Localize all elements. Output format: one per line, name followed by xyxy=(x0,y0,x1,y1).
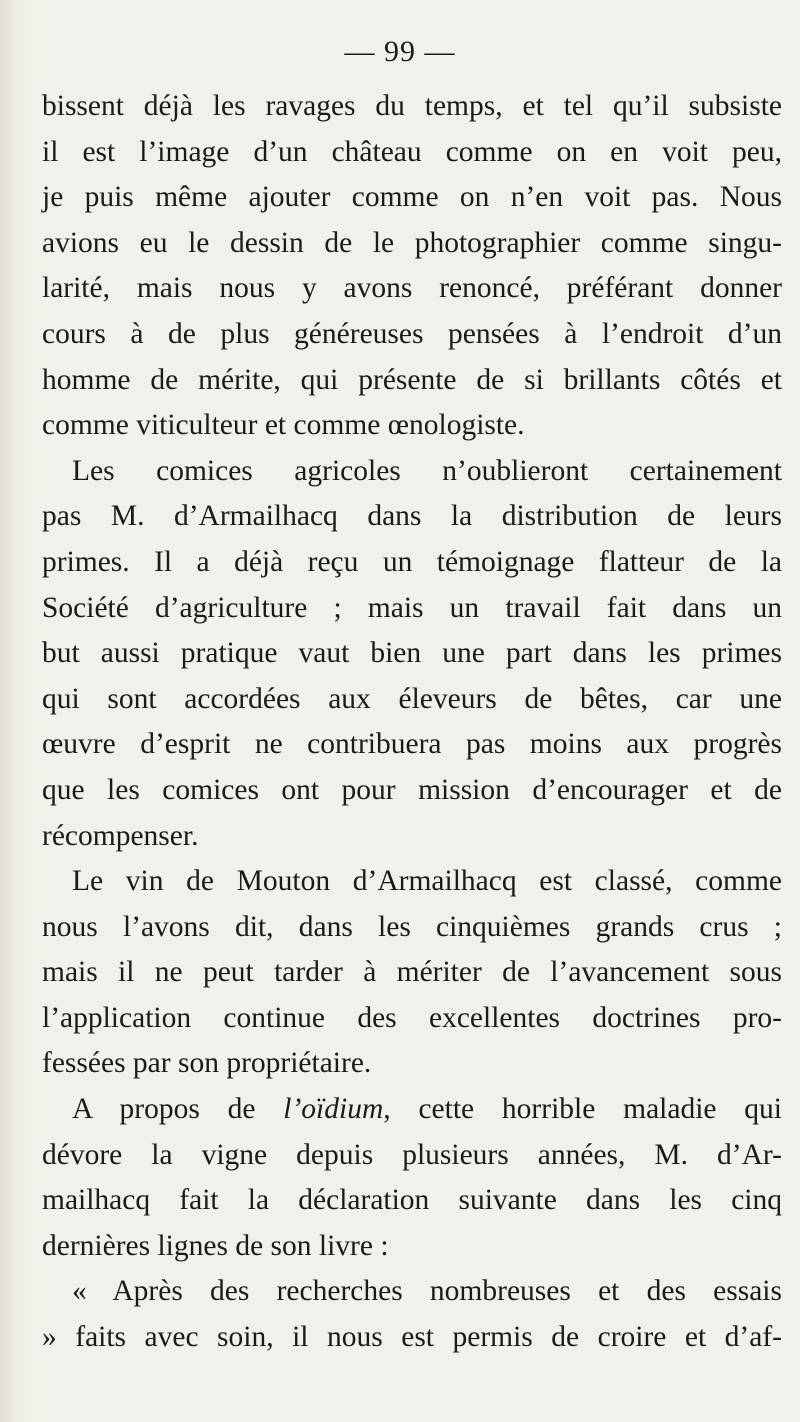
text-line: récompenser. xyxy=(42,819,199,852)
text-line: mailhacq fait la déclaration suivante dans les cinq xyxy=(42,1184,782,1217)
text-line: je puis même ajouter comme on n’en voit pas. Nous xyxy=(42,181,782,214)
text-line: Société d’agriculture ; mais un travail fait dans un xyxy=(42,591,782,624)
paragraph-start-line: Les comices agricoles n’oublieront certainement xyxy=(72,454,782,487)
italic-term: l’oïdium xyxy=(283,1093,384,1126)
text-line: primes. Il a déjà reçu un témoignage flatteur de la xyxy=(42,545,782,578)
text-line: bissent déjà les ravages du temps, et tel qu’il subsiste xyxy=(42,90,782,122)
text-line: pas M. d’Armailhacq dans la distribution de leurs xyxy=(42,500,782,533)
text-line: nous l’avons dit, dans les cinquièmes grands crus ; xyxy=(42,910,782,943)
text-line: larité, mais nous y avons renoncé, préférant donner xyxy=(42,272,782,305)
text-line: il est l’image d’un château comme on en voit peu, xyxy=(42,135,782,168)
text-line: dernières lignes de son livre : xyxy=(42,1229,389,1262)
text-line: œuvre d’esprit ne contribuera pas moins aux progrès xyxy=(42,728,782,761)
text-line: homme de mérite, qui présente de si brillants côtés et xyxy=(42,363,782,396)
text-line: cours à de plus généreuses pensées à l’endroit d’un xyxy=(42,317,782,350)
paragraph-start-line xyxy=(42,1087,782,1133)
text-line: avions eu le dessin de le photographier comme singu- xyxy=(42,226,782,259)
text-line: but aussi pratique vaut bien une part dans les primes xyxy=(42,637,782,670)
text-line: que les comices ont pour mission d’encourager et de xyxy=(42,773,782,806)
text-line: l’application continue des excellentes doctrines pro- xyxy=(42,1001,782,1034)
paragraph-start-line: Le vin de Mouton d’Armailhacq est classé, comme xyxy=(72,865,782,898)
quote-start-line: « Après des recherches nombreuses et des essais xyxy=(72,1275,782,1308)
text-line: fessées par son propriétaire. xyxy=(42,1047,372,1080)
text-segment: A propos de xyxy=(72,1093,284,1126)
text-line: dévore la vigne depuis plusieurs années, M. d’Ar- xyxy=(42,1138,782,1171)
text-line: comme viticulteur et comme œnologiste. xyxy=(42,409,525,442)
quote-line: » faits avec soin, il nous est permis de croire et d’af- xyxy=(42,1321,782,1354)
body-text xyxy=(42,84,782,1361)
text-line: mais il ne peut tarder à mériter de l’avancement sous xyxy=(42,956,782,989)
page-number: — 99 — xyxy=(344,35,456,68)
text-line: qui sont accordées aux éleveurs de bêtes, car une xyxy=(42,682,782,715)
text-segment: , cette horrible maladie qui xyxy=(383,1093,783,1126)
